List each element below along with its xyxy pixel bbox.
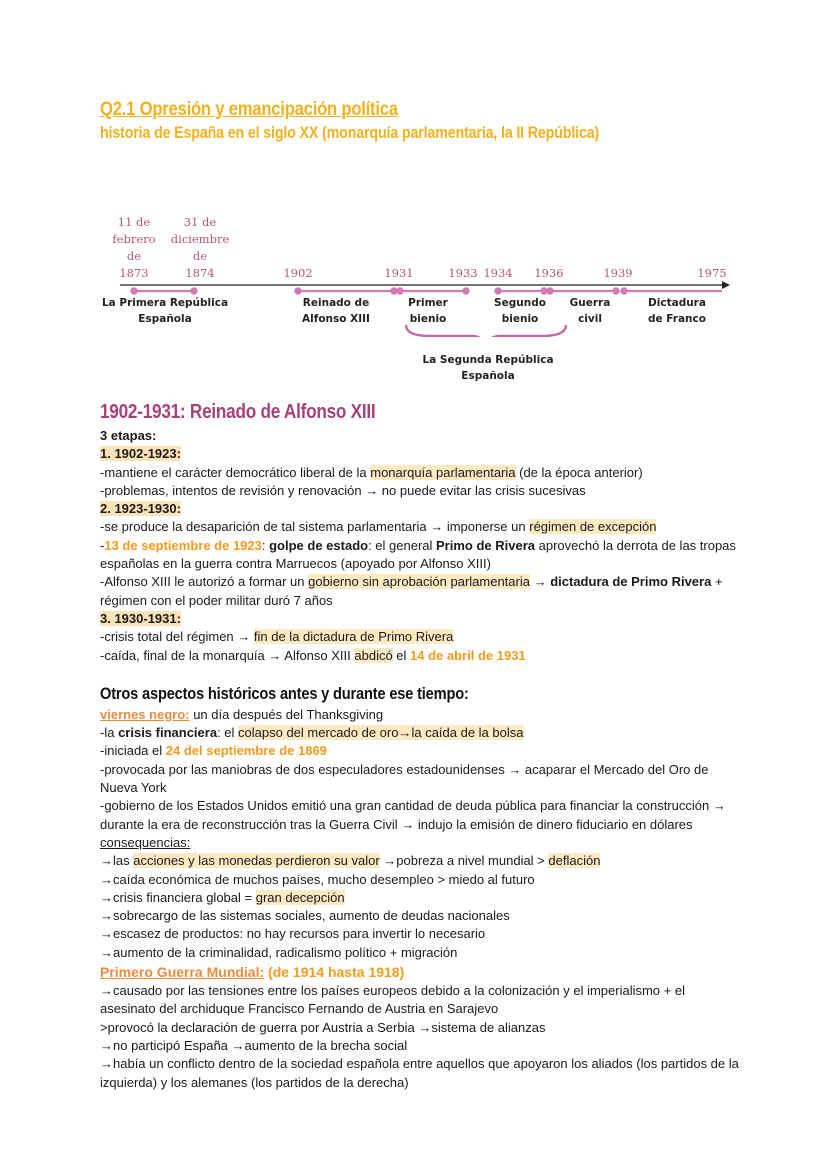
period-dot bbox=[613, 288, 618, 293]
etapa1-title-text: 1. 1902-1923: bbox=[100, 446, 181, 462]
timeline bbox=[100, 152, 740, 382]
label-line: bienio bbox=[409, 313, 447, 325]
consequencias-label: consequencias: bbox=[100, 834, 191, 850]
viernes-line3: -provocada por las maniobras de dos especuladores estadounidenses → acaparar el Mercado del Oro de Nueva York bbox=[100, 761, 709, 796]
label-line: Primer bbox=[408, 297, 448, 309]
period-dot bbox=[495, 288, 500, 293]
label-line: bienio bbox=[501, 313, 539, 325]
bold-text: dictadura de Primo Rivera bbox=[550, 574, 712, 590]
text: aprovechó la derrota de las tropas españolas en la guerra contra Marruecos (apoyado por Alfonso XIII) bbox=[100, 537, 736, 572]
primera-guerra-link[interactable]: Primero Guerra Mundial: bbox=[100, 964, 265, 981]
text: -caída, final de la monarquía → Alfonso XIII bbox=[100, 647, 355, 663]
date-1934: 1934 bbox=[483, 266, 513, 280]
page-title: Q2.1 Opresión y emancipación política bbox=[100, 99, 398, 120]
etapa2-line2 bbox=[100, 537, 740, 574]
viernes-negro-intro bbox=[100, 706, 740, 724]
highlight: gran decepción bbox=[255, 889, 345, 905]
highlight: colapso del mercado de oro→la caída de la bolsa bbox=[238, 725, 524, 741]
text: + régimen con el poder militar duró 7 años bbox=[100, 574, 723, 608]
date-1873-d: 1873 bbox=[119, 266, 149, 280]
highlight: régimen de excepción bbox=[529, 519, 657, 535]
period-label-alfonso bbox=[296, 295, 376, 327]
period-dot bbox=[463, 288, 468, 293]
date-1874-d: 1874 bbox=[185, 266, 215, 280]
guerra-line4: →había un conflicto dentro de la sociedad española entre aquellos que apoyaron los aliados (los partidos de la izquierda) y los alemanes (los partidos de la derecha) bbox=[100, 1056, 739, 1090]
period-label-primer bbox=[398, 295, 458, 327]
period-label-franco bbox=[640, 295, 714, 327]
date-1874-a: 31 de bbox=[183, 215, 217, 229]
date-1874-c: de bbox=[192, 249, 208, 263]
period-dot bbox=[191, 288, 196, 293]
date-1902: 1902 bbox=[283, 266, 313, 280]
date-1933: 1933 bbox=[448, 266, 478, 280]
etapa1-title bbox=[100, 445, 740, 463]
date-highlight: (de 1914 hasta 1918) bbox=[264, 964, 405, 981]
text: : bbox=[261, 537, 270, 553]
etapa2-title bbox=[100, 500, 740, 518]
date-highlight: 14 de abril de 1931 bbox=[410, 647, 526, 663]
viernes-negro-link[interactable]: viernes negro: bbox=[100, 706, 190, 722]
page-subtitle: historia de España en el siglo XX (monarquía parlamentaria, la II República) bbox=[100, 123, 600, 142]
etapa3-title-text: 3. 1930-1931: bbox=[100, 610, 181, 626]
period-dot bbox=[397, 288, 402, 293]
period-dot bbox=[131, 288, 136, 293]
label-line: La Primera República bbox=[101, 297, 229, 309]
text: -se produce la desaparición de tal sistema parlamentaria → imponerse un bbox=[100, 519, 530, 535]
text: -la bbox=[100, 725, 119, 741]
period-label-segundo bbox=[490, 295, 550, 327]
highlight: deflación bbox=[548, 853, 601, 869]
text: →crisis financiera global = bbox=[100, 889, 256, 905]
bold-text: golpe de estado bbox=[269, 537, 369, 553]
label-line: Guerra bbox=[569, 297, 611, 309]
label-line: Dictadura bbox=[648, 297, 706, 309]
text: -Alfonso XIII le autorizó a formar un bbox=[100, 574, 309, 590]
period-dot bbox=[541, 288, 546, 293]
label-line: Española bbox=[138, 313, 192, 325]
date-1873-b: febrero bbox=[112, 232, 156, 246]
date-1873-c: de bbox=[126, 249, 142, 263]
date-1874-b: diciembre bbox=[170, 232, 230, 246]
date-1936: 1936 bbox=[534, 266, 564, 280]
date-1873-a: 11 de bbox=[117, 215, 151, 229]
text: -crisis total del régimen → bbox=[100, 629, 254, 645]
etapa2-line3 bbox=[100, 573, 740, 610]
consequence-2: →caída económica de muchos países, mucho desempleo > miedo al futuro bbox=[100, 871, 535, 887]
date-1975: 1975 bbox=[697, 266, 727, 280]
period-dot bbox=[391, 288, 396, 293]
highlight: fin de la dictadura de Primo Rivera bbox=[253, 629, 454, 645]
text: : el bbox=[217, 725, 239, 741]
label-line: La Segunda República bbox=[422, 354, 554, 366]
period-dot bbox=[295, 288, 300, 293]
period-label-segunda bbox=[418, 352, 558, 384]
text: -mantiene el carácter democrático liberal de la bbox=[100, 464, 371, 480]
highlight: abdicó bbox=[354, 647, 393, 663]
date-highlight: 24 del septiembre de 1869 bbox=[165, 743, 327, 759]
etapa1-line2: -problemas, intentos de revisión y renovación → no puede evitar las crisis sucesivas bbox=[100, 482, 586, 498]
primera-guerra-heading bbox=[100, 962, 740, 982]
etapa1-line1 bbox=[100, 464, 740, 482]
period-dot bbox=[621, 288, 626, 293]
etapa3-title bbox=[100, 610, 740, 628]
consequence-6: →aumento de la criminalidad, radicalismo político + migración bbox=[100, 944, 458, 960]
text: - bbox=[100, 537, 105, 553]
text: →pobreza a nivel mundial > bbox=[379, 853, 549, 869]
text: : el general bbox=[368, 537, 437, 553]
label-line: Reinado de bbox=[302, 297, 370, 309]
text: -iniciada el bbox=[100, 743, 166, 759]
period-label-primera bbox=[95, 295, 235, 327]
text: el bbox=[392, 647, 411, 663]
bold-text: crisis financiera bbox=[118, 725, 218, 741]
date-highlight: 13 de septiembre de 1923 bbox=[104, 537, 262, 553]
consequence-3 bbox=[100, 889, 740, 907]
etapas-label: 3 etapas: bbox=[100, 428, 157, 443]
document-page bbox=[100, 98, 740, 1092]
guerra-line1: →causado por las tensiones entre los países europeos debido a la colonización y el imperialismo + el asesinato del archiduque Francisco Fernando de Austria en Sarajevo bbox=[100, 983, 685, 1017]
highlight: monarquía parlamentaria bbox=[370, 464, 516, 480]
etapa3-line2 bbox=[100, 647, 740, 665]
guerra-line2: >provocó la declaración de guerra por Austria a Serbia →sistema de alianzas bbox=[100, 1019, 546, 1035]
etapa2-title-text: 2. 1923-1930: bbox=[100, 501, 181, 517]
viernes-line4: -gobierno de los Estados Unidos emitió una gran cantidad de deuda pública para financiar la construcción → durante la era de reconstrucción tras la Guerra Civil → indujo la emisión de dinero fiduciario en dólares bbox=[100, 798, 726, 832]
label-line: de Franco bbox=[648, 313, 706, 325]
label-line: civil bbox=[578, 313, 602, 325]
etapa2-line1 bbox=[100, 518, 740, 536]
date-1931: 1931 bbox=[384, 266, 414, 280]
highlight: gobierno sin aprobación parlamentaria bbox=[308, 574, 530, 590]
consequence-4: →sobrecargo de las sistemas sociales, aumento de deudas nacionales bbox=[100, 908, 510, 924]
etapa3-line1 bbox=[100, 628, 740, 646]
section-heading-otros: Otros aspectos históricos antes y durante ese tiempo: bbox=[100, 683, 469, 703]
viernes-line1 bbox=[100, 724, 740, 742]
label-line: Alfonso XIII bbox=[302, 313, 370, 325]
period-label-guerra bbox=[560, 295, 620, 327]
timeline-arrowhead bbox=[722, 281, 730, 289]
text: → bbox=[529, 574, 551, 590]
text: un día después del Thanksgiving bbox=[189, 706, 384, 722]
highlight: acciones y las monedas perdieron su valor bbox=[133, 853, 380, 869]
bold-text: Primo de Rivera bbox=[436, 537, 536, 553]
text: (de la época anterior) bbox=[515, 464, 643, 480]
section-heading-alfonso: 1902-1931: Reinado de Alfonso XIII bbox=[100, 401, 376, 423]
guerra-line3: →no participó España →aumento de la brecha social bbox=[100, 1037, 408, 1053]
viernes-line2 bbox=[100, 742, 740, 760]
period-dot bbox=[547, 288, 552, 293]
consequence-5: →escasez de productos: no hay recursos para invertir lo necesario bbox=[100, 926, 486, 942]
date-1939: 1939 bbox=[603, 266, 633, 280]
label-line: Segundo bbox=[494, 297, 546, 309]
consequence-1 bbox=[100, 852, 740, 870]
text: →las bbox=[100, 853, 134, 869]
label-line: Española bbox=[461, 370, 515, 382]
